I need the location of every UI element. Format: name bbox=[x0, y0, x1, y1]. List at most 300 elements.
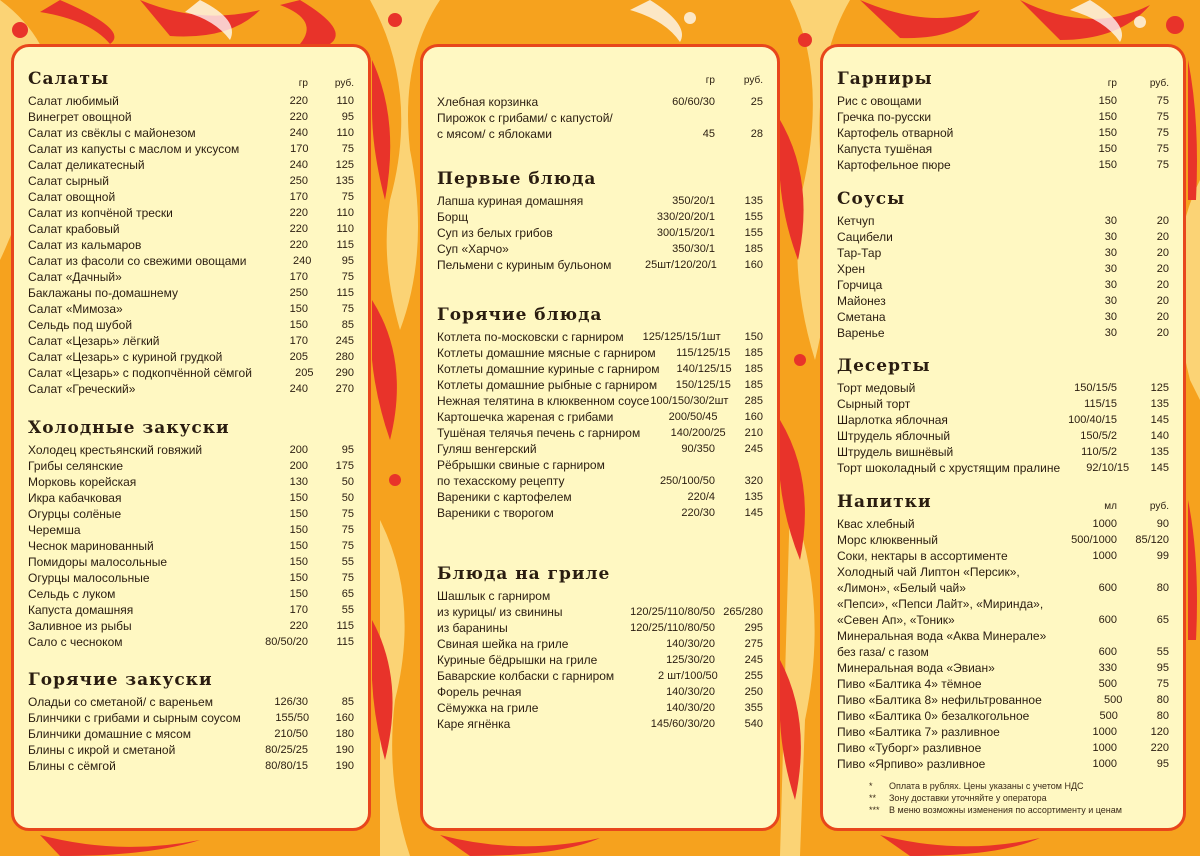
menu-item-row bbox=[837, 109, 1169, 125]
menu-item-weight: 150 bbox=[289, 319, 308, 331]
menu-item-name: Заливное из рыбы bbox=[28, 619, 132, 633]
menu-item-price: 125 bbox=[1150, 382, 1169, 394]
menu-item-row bbox=[837, 660, 1169, 676]
menu-item-row bbox=[28, 458, 354, 474]
menu-item-price: 75 bbox=[1156, 111, 1169, 123]
menu-item-row bbox=[837, 692, 1169, 708]
menu-item-name: Чеснок маринованный bbox=[28, 539, 154, 553]
section-first-courses bbox=[437, 165, 763, 273]
menu-item-price: 245 bbox=[335, 335, 354, 347]
menu-item-weight: 240 bbox=[289, 159, 308, 171]
menu-item-name: по техасскому рецепту bbox=[437, 474, 565, 488]
menu-item-price: 140 bbox=[1150, 430, 1169, 442]
menu-item-weight: 30 bbox=[1104, 231, 1117, 243]
menu-item-row bbox=[28, 586, 354, 602]
menu-item-name: «Пепси», «Пепси Лайт», «Миринда», bbox=[837, 597, 1044, 611]
menu-item-price: 245 bbox=[744, 654, 763, 666]
menu-item-row bbox=[837, 460, 1169, 476]
menu-item-weight: 150 bbox=[1098, 95, 1117, 107]
menu-item-name: Блинчики домашние с мясом bbox=[28, 727, 192, 741]
menu-item-weight: 500 bbox=[1104, 694, 1123, 706]
menu-item-name: Блины с икрой и сметаной bbox=[28, 743, 176, 757]
menu-item-row bbox=[28, 694, 354, 710]
menu-item-weight: 220 bbox=[289, 207, 308, 219]
menu-item-name: Сало с чесноком bbox=[28, 635, 123, 649]
menu-item-row bbox=[837, 293, 1169, 309]
menu-item-weight: 220 bbox=[289, 239, 308, 251]
menu-item-price: 110 bbox=[336, 95, 354, 107]
menu-item-price: 150 bbox=[744, 331, 763, 343]
menu-item-row bbox=[837, 229, 1169, 245]
menu-item-price: 65 bbox=[1156, 614, 1169, 626]
menu-item-name: Салат любимый bbox=[28, 94, 119, 108]
menu-item-weight: 1000 bbox=[1092, 758, 1117, 770]
menu-item-row bbox=[28, 221, 354, 237]
menu-item-price: 75 bbox=[1156, 95, 1169, 107]
menu-item-price: 75 bbox=[1156, 678, 1169, 690]
menu-item-price: 270 bbox=[335, 383, 354, 395]
menu-item-price: 135 bbox=[1150, 446, 1169, 458]
menu-item-row bbox=[437, 716, 763, 732]
menu-item-price: 145 bbox=[744, 507, 763, 519]
menu-item-weight: 140/30/20 bbox=[666, 638, 715, 650]
menu-item-weight: 30 bbox=[1104, 327, 1117, 339]
menu-item-price: 120 bbox=[1150, 726, 1169, 738]
menu-item-price: 295 bbox=[744, 622, 763, 634]
menu-item-row bbox=[837, 444, 1169, 460]
menu-item-name: Капуста домашняя bbox=[28, 603, 134, 617]
menu-item-row bbox=[437, 377, 763, 393]
menu-item-row bbox=[437, 684, 763, 700]
section-title: Горячие блюда bbox=[437, 305, 603, 325]
menu-item-row bbox=[28, 349, 354, 365]
menu-item-row bbox=[28, 109, 354, 125]
footnote-mark: ** bbox=[869, 793, 877, 803]
section-desserts bbox=[837, 352, 1169, 476]
menu-item-name: Форель речная bbox=[437, 685, 522, 699]
menu-item-name: Сёмужка на гриле bbox=[437, 701, 539, 715]
menu-item-price: 355 bbox=[744, 702, 763, 714]
menu-item-name: Черемша bbox=[28, 523, 81, 537]
menu-item-name: Салат «Дачный» bbox=[28, 270, 122, 284]
column-header-price: руб. bbox=[1149, 501, 1169, 512]
menu-item-row bbox=[837, 141, 1169, 157]
menu-item-weight: 600 bbox=[1098, 646, 1117, 658]
menu-item-price: 75 bbox=[341, 143, 354, 155]
menu-item-row bbox=[28, 381, 354, 397]
menu-item-name: Хлебная корзинка bbox=[437, 95, 539, 109]
menu-item-name: Салат «Мимоза» bbox=[28, 302, 123, 316]
menu-item-price: 75 bbox=[341, 508, 354, 520]
menu-item-weight: 130 bbox=[289, 476, 308, 488]
menu-item-name: Блинчики с грибами и сырным соусом bbox=[28, 711, 241, 725]
menu-item-weight: 220 bbox=[289, 620, 308, 632]
menu-item-weight: 140/30/20 bbox=[666, 686, 715, 698]
menu-item-weight: 170 bbox=[289, 271, 308, 283]
section-title: Десерты bbox=[837, 356, 931, 376]
menu-item-row bbox=[28, 742, 354, 758]
menu-item-weight: 600 bbox=[1098, 582, 1117, 594]
menu-item-weight: 120/25/110/80/50 bbox=[630, 622, 715, 634]
menu-item-row bbox=[437, 361, 763, 377]
menu-item-name: Салат деликатесный bbox=[28, 158, 145, 172]
menu-item-row bbox=[437, 652, 763, 668]
menu-item-name: Каре ягнёнка bbox=[437, 717, 511, 731]
menu-item-name: Соки, нектары в ассортименте bbox=[837, 549, 1008, 563]
menu-item-row bbox=[28, 538, 354, 554]
menu-item-price: 250 bbox=[744, 686, 763, 698]
menu-item-weight: 150 bbox=[1098, 111, 1117, 123]
menu-item-price: 75 bbox=[1156, 143, 1169, 155]
menu-item-weight: 30 bbox=[1104, 263, 1117, 275]
section-grill bbox=[437, 560, 763, 732]
menu-item-weight: 500 bbox=[1099, 710, 1118, 722]
menu-item-weight: 200 bbox=[289, 460, 308, 472]
menu-item-price: 25 bbox=[750, 96, 763, 108]
menu-item-price: 20 bbox=[1156, 263, 1169, 275]
menu-panel-left bbox=[11, 44, 371, 831]
menu-item-row bbox=[28, 253, 354, 269]
menu-item-price: 160 bbox=[335, 712, 354, 724]
menu-item-weight: 220 bbox=[289, 111, 308, 123]
menu-item-name: Куриные бёдрышки на гриле bbox=[437, 653, 598, 667]
menu-item-weight: 90/350 bbox=[681, 443, 715, 455]
menu-item-weight: 240 bbox=[289, 383, 308, 395]
menu-item-weight: 500 bbox=[1098, 678, 1117, 690]
menu-item-name: Хрен bbox=[837, 262, 865, 276]
menu-item-row bbox=[837, 644, 1169, 660]
column-header-weight: гр bbox=[1107, 78, 1117, 89]
menu-item-row bbox=[437, 193, 763, 209]
menu-item-weight: 330/20/20/1 bbox=[656, 211, 715, 223]
menu-item-weight: 150 bbox=[289, 588, 308, 600]
menu-item-name: Салат из свёклы с майонезом bbox=[28, 126, 196, 140]
menu-item-price: 160 bbox=[744, 411, 763, 423]
menu-item-name: Огурцы малосольные bbox=[28, 571, 150, 585]
menu-item-row bbox=[437, 241, 763, 257]
menu-item-weight: 150 bbox=[289, 524, 308, 536]
menu-item-weight: 300/15/20/1 bbox=[656, 227, 715, 239]
menu-item-price: 125 bbox=[335, 159, 354, 171]
column-header-price: руб. bbox=[1149, 78, 1169, 89]
menu-item-weight: 125/125/15/1шт bbox=[642, 331, 721, 343]
menu-item-name: Капуста тушёная bbox=[837, 142, 933, 156]
menu-item-name: Лапша куриная домашняя bbox=[437, 194, 584, 208]
column-header-weight: гр bbox=[705, 75, 715, 86]
menu-item-price: 20 bbox=[1156, 311, 1169, 323]
menu-item-price: 55 bbox=[341, 604, 354, 616]
menu-item-name: «Лимон», «Белый чай» bbox=[837, 581, 966, 595]
menu-item-price: 285 bbox=[744, 395, 763, 407]
section-title: Салаты bbox=[28, 69, 110, 89]
menu-item-row bbox=[28, 173, 354, 189]
menu-item-name: Блины с сёмгой bbox=[28, 759, 116, 773]
menu-item-name: Пельмени с куриным бульоном bbox=[437, 258, 612, 272]
menu-item-name: Картофель отварной bbox=[837, 126, 954, 140]
menu-item-weight: 220 bbox=[289, 223, 308, 235]
menu-item-name: Гуляш венгерский bbox=[437, 442, 537, 456]
menu-item-row bbox=[837, 428, 1169, 444]
menu-item-row bbox=[437, 257, 763, 273]
section-cold-snacks bbox=[28, 414, 354, 650]
menu-item-price: 80 bbox=[1156, 710, 1169, 722]
menu-item-price: 540 bbox=[744, 718, 763, 730]
menu-item-name: Сельдь под шубой bbox=[28, 318, 133, 332]
menu-item-row bbox=[837, 412, 1169, 428]
menu-panel-middle bbox=[420, 44, 780, 831]
menu-item-row bbox=[437, 425, 763, 441]
menu-item-price: 75 bbox=[341, 524, 354, 536]
menu-item-row bbox=[837, 548, 1169, 564]
menu-item-price: 75 bbox=[341, 540, 354, 552]
menu-item-row bbox=[837, 564, 1169, 580]
menu-item-price: 80 bbox=[1156, 694, 1169, 706]
menu-item-price: 20 bbox=[1156, 215, 1169, 227]
section-title: Первые блюда bbox=[437, 169, 597, 189]
menu-item-weight: 1000 bbox=[1092, 742, 1117, 754]
menu-item-weight: 150 bbox=[289, 572, 308, 584]
menu-item-weight: 140/125/15 bbox=[676, 363, 732, 375]
menu-item-name: Сырный торт bbox=[837, 397, 911, 411]
menu-item-row bbox=[28, 205, 354, 221]
menu-item-row bbox=[28, 365, 354, 381]
menu-item-row bbox=[28, 333, 354, 349]
menu-item-name: Торт шоколадный с хрустящим пралине bbox=[837, 461, 1061, 475]
footnote-mark: * bbox=[869, 781, 873, 791]
menu-item-weight: 1000 bbox=[1092, 726, 1117, 738]
menu-item-price: 95 bbox=[341, 111, 354, 123]
menu-item-row bbox=[28, 189, 354, 205]
menu-item-price: 180 bbox=[335, 728, 354, 740]
menu-item-weight: 115/15 bbox=[1084, 398, 1117, 410]
menu-item-price: 145 bbox=[1150, 414, 1169, 426]
menu-item-name: Суп из белых грибов bbox=[437, 226, 553, 240]
menu-item-name: Салат из фасоли со свежими овощами bbox=[28, 254, 247, 268]
menu-item-price: 115 bbox=[336, 636, 354, 648]
menu-item-row bbox=[837, 93, 1169, 109]
menu-item-weight: 330 bbox=[1098, 662, 1117, 674]
section-sauces bbox=[837, 185, 1169, 341]
menu-item-name: Штрудель вишнёвый bbox=[837, 445, 954, 459]
menu-item-price: 185 bbox=[744, 363, 763, 375]
menu-item-price: 275 bbox=[744, 638, 763, 650]
section-title: Холодные закуски bbox=[28, 418, 230, 438]
menu-item-price: 135 bbox=[335, 175, 354, 187]
menu-item-name: Салат «Цезарь» с куриной грудкой bbox=[28, 350, 223, 364]
menu-item-weight: 60/60/30 bbox=[672, 96, 715, 108]
menu-item-price: 185 bbox=[744, 347, 763, 359]
menu-item-weight: 150 bbox=[289, 492, 308, 504]
menu-item-row bbox=[837, 396, 1169, 412]
menu-item-name: Котлета по-московски с гарниром bbox=[437, 330, 624, 344]
menu-item-price: 99 bbox=[1156, 550, 1169, 562]
menu-item-name: Пиво «Балтика 4» тёмное bbox=[837, 677, 982, 691]
menu-item-name: Кетчуп bbox=[837, 214, 875, 228]
menu-item-name: Рёбрышки свиные с гарниром bbox=[437, 458, 605, 472]
menu-item-row bbox=[28, 758, 354, 774]
menu-item-weight: 1000 bbox=[1092, 550, 1117, 562]
menu-item-price: 20 bbox=[1156, 327, 1169, 339]
menu-item-weight: 205 bbox=[295, 367, 314, 379]
menu-item-price: 85/120 bbox=[1135, 534, 1169, 546]
menu-item-weight: 170 bbox=[289, 604, 308, 616]
menu-item-row bbox=[437, 473, 763, 489]
menu-item-row bbox=[28, 522, 354, 538]
menu-item-weight: 170 bbox=[290, 143, 309, 155]
menu-item-name: Варенье bbox=[837, 326, 885, 340]
menu-item-row bbox=[437, 505, 763, 521]
menu-item-price: 185 bbox=[744, 379, 763, 391]
menu-item-price: 90 bbox=[1156, 518, 1169, 530]
menu-item-row bbox=[837, 516, 1169, 532]
menu-item-name: Салат из капусты с маслом и уксусом bbox=[28, 142, 240, 156]
menu-item-row bbox=[437, 668, 763, 684]
menu-item-row bbox=[437, 588, 763, 604]
menu-item-weight: 150/5/2 bbox=[1080, 430, 1117, 442]
menu-item-row bbox=[28, 570, 354, 586]
menu-item-weight: 30 bbox=[1104, 295, 1117, 307]
menu-item-weight: 120/25/110/80/50 bbox=[630, 606, 715, 618]
menu-item-name: Пирожок с грибами/ с капустой/ bbox=[437, 111, 613, 125]
menu-item-price: 20 bbox=[1156, 279, 1169, 291]
menu-item-price: 155 bbox=[744, 227, 763, 239]
menu-item-name: Штрудель яблочный bbox=[837, 429, 951, 443]
section-title: Соусы bbox=[837, 189, 906, 209]
menu-item-name: Картофельное пюре bbox=[837, 158, 951, 172]
menu-item-name: без газа/ с газом bbox=[837, 645, 929, 659]
menu-item-price: 115 bbox=[336, 239, 354, 251]
section-garnish bbox=[837, 65, 1169, 173]
menu-item-name: Суп «Харчо» bbox=[437, 242, 509, 256]
menu-item-row bbox=[28, 490, 354, 506]
menu-item-name: Минеральная вода «Эвиан» bbox=[837, 661, 995, 675]
menu-item-name: Холодец крестьянский говяжий bbox=[28, 443, 203, 457]
menu-item-price: 28 bbox=[750, 128, 763, 140]
menu-item-weight: 350/30/1 bbox=[672, 243, 715, 255]
menu-item-row bbox=[28, 93, 354, 109]
menu-item-name: Салат из копчёной трески bbox=[28, 206, 173, 220]
menu-item-weight: 150 bbox=[1098, 127, 1117, 139]
menu-item-row bbox=[837, 532, 1169, 548]
footnote bbox=[869, 780, 1173, 792]
menu-item-row bbox=[437, 94, 763, 110]
menu-item-row bbox=[28, 634, 354, 650]
menu-item-price: 175 bbox=[335, 460, 354, 472]
menu-item-row bbox=[28, 602, 354, 618]
menu-item-name: «Севен Ап», «Тоник» bbox=[837, 613, 955, 627]
menu-item-name: Салат сырный bbox=[28, 174, 109, 188]
menu-item-price: 210 bbox=[744, 427, 763, 439]
section-hot-snacks bbox=[28, 666, 354, 774]
menu-item-weight: 170 bbox=[289, 335, 308, 347]
menu-item-name: Картошечка жареная с грибами bbox=[437, 410, 614, 424]
menu-item-row bbox=[837, 580, 1169, 596]
menu-item-weight: 150 bbox=[1098, 159, 1117, 171]
section-title: Блюда на гриле bbox=[437, 564, 611, 584]
menu-item-name: Рис с овощами bbox=[837, 94, 922, 108]
menu-item-name: Салат крабовый bbox=[28, 222, 120, 236]
footnote-mark: *** bbox=[869, 805, 880, 815]
menu-item-row bbox=[28, 554, 354, 570]
menu-item-weight: 80/80/15 bbox=[265, 760, 308, 772]
menu-item-name: Шарлотка яблочная bbox=[837, 413, 948, 427]
menu-item-row bbox=[28, 618, 354, 634]
section-salads bbox=[28, 65, 354, 397]
menu-item-name: Салат «Цезарь» лёгкий bbox=[28, 334, 160, 348]
menu-item-row bbox=[837, 213, 1169, 229]
menu-item-name: из баранины bbox=[437, 621, 508, 635]
menu-item-weight: 150 bbox=[289, 508, 308, 520]
menu-item-name: Пиво «Балтика 8» нефильтрованное bbox=[837, 693, 1042, 707]
menu-item-row bbox=[437, 636, 763, 652]
menu-item-row bbox=[28, 710, 354, 726]
menu-item-row bbox=[437, 209, 763, 225]
menu-item-name: Салат «Греческий» bbox=[28, 382, 136, 396]
menu-item-name: Холодный чай Липтон «Персик», bbox=[837, 565, 1020, 579]
menu-item-row bbox=[28, 474, 354, 490]
menu-item-weight: 150/15/5 bbox=[1074, 382, 1117, 394]
menu-item-name: Тушёная телячья печень с гарниром bbox=[437, 426, 641, 440]
footnotes bbox=[869, 780, 1173, 816]
menu-item-name: Винегрет овощной bbox=[28, 110, 132, 124]
menu-item-row bbox=[837, 325, 1169, 341]
menu-item-price: 155 bbox=[744, 211, 763, 223]
menu-item-price: 110 bbox=[336, 207, 354, 219]
menu-item-price: 75 bbox=[341, 572, 354, 584]
menu-item-price: 95 bbox=[1156, 662, 1169, 674]
menu-item-price: 290 bbox=[335, 367, 354, 379]
menu-item-price: 85 bbox=[341, 319, 354, 331]
menu-item-name: Пиво «Балтика 0» безалкогольное bbox=[837, 709, 1030, 723]
column-header-price: руб. bbox=[743, 75, 763, 86]
menu-item-weight: 126/30 bbox=[274, 696, 308, 708]
menu-item-weight: 140/200/25 bbox=[670, 427, 726, 439]
menu-item-name: Борщ bbox=[437, 210, 469, 224]
menu-item-price: 320 bbox=[744, 475, 763, 487]
menu-item-price: 95 bbox=[341, 444, 354, 456]
menu-item-weight: 145/60/30/20 bbox=[650, 718, 715, 730]
menu-item-name: Нежная телятина в клюквенном соусе bbox=[437, 394, 650, 408]
section-hot-dishes bbox=[437, 301, 763, 521]
menu-item-price: 55 bbox=[341, 556, 354, 568]
menu-item-price: 75 bbox=[341, 271, 354, 283]
menu-item-name: Огурцы солёные bbox=[28, 507, 122, 521]
menu-item-weight: 220/4 bbox=[687, 491, 715, 503]
menu-item-weight: 350/20/1 bbox=[672, 195, 715, 207]
menu-item-row bbox=[437, 489, 763, 505]
menu-item-price: 20 bbox=[1156, 295, 1169, 307]
menu-item-name: Сельдь с луком bbox=[28, 587, 116, 601]
column-headers bbox=[437, 75, 763, 89]
menu-item-name: из курицы/ из свинины bbox=[437, 605, 563, 619]
menu-item-weight: 25шт/120/20/1 bbox=[644, 259, 717, 271]
menu-item-row bbox=[837, 309, 1169, 325]
menu-item-weight: 30 bbox=[1104, 215, 1117, 227]
menu-item-row bbox=[837, 612, 1169, 628]
menu-item-row bbox=[837, 261, 1169, 277]
menu-item-name: Баклажаны по-домашнему bbox=[28, 286, 178, 300]
menu-item-weight: 250 bbox=[289, 287, 308, 299]
menu-item-row bbox=[28, 442, 354, 458]
menu-item-row bbox=[28, 237, 354, 253]
menu-item-price: 280 bbox=[335, 351, 354, 363]
menu-item-price: 135 bbox=[744, 195, 763, 207]
menu-item-name: Сацибели bbox=[837, 230, 893, 244]
menu-item-name: с мясом/ с яблоками bbox=[437, 127, 552, 141]
menu-item-weight: 110/5/2 bbox=[1081, 446, 1117, 458]
menu-item-row bbox=[437, 345, 763, 361]
menu-item-price: 160 bbox=[744, 259, 763, 271]
